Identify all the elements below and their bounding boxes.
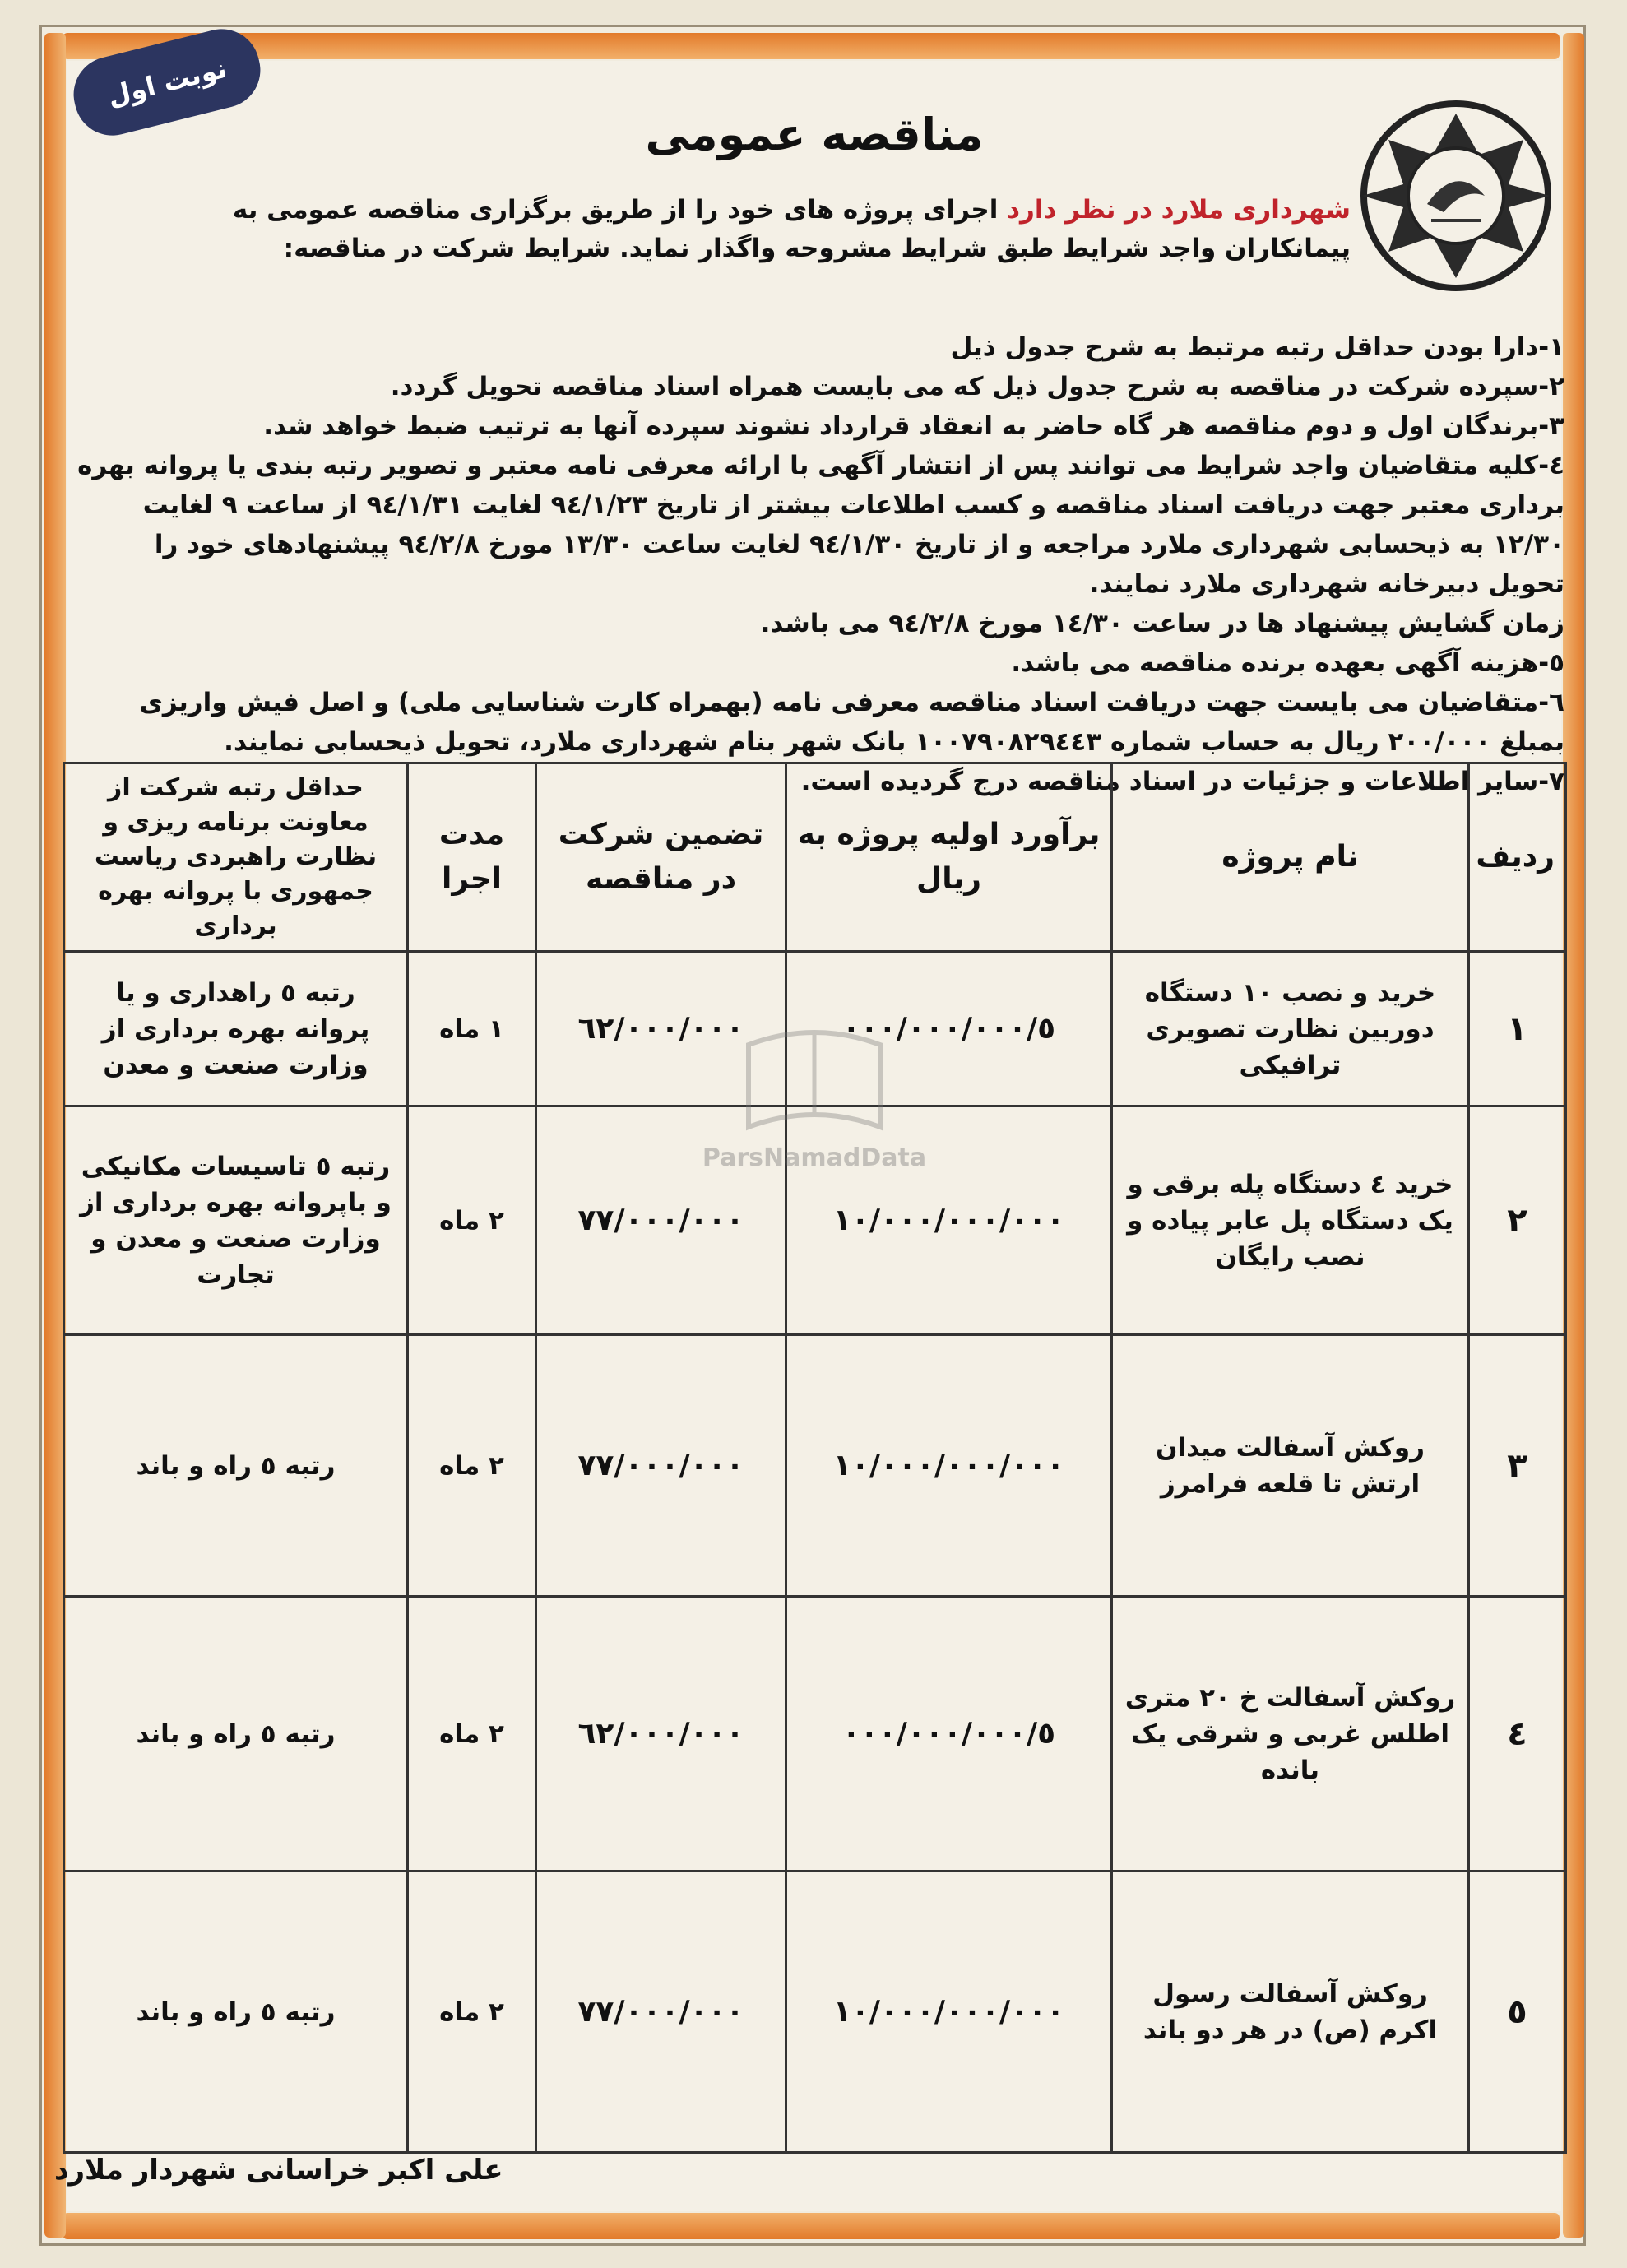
project-min-rank: رتبه ٥ راهداری و یا پروانه بهره برداری از وزارت صنعت و معدن — [64, 952, 408, 1106]
header-row-number: ردیف — [1469, 763, 1566, 952]
project-name: روکش آسفالت رسول اکرم (ص) در هر دو باند — [1112, 1871, 1469, 2153]
condition-item: ٦-متقاضیان می بایست جهت دریافت اسناد مناقصه معرفی نامه (بهمراه کارت شناسایی ملی) و اصل فیش واریزی بمبلغ ۲۰۰/۰۰۰ ریال به حساب شماره ۱۰۰۷۹۰۸۲۹٤٤۳ بانک شهر بنام شهرداری ملارد، تحویل ذیحسابی نمایند. — [139, 688, 1564, 757]
row-number: ۲ — [1469, 1106, 1566, 1335]
intro-paragraph — [158, 191, 1351, 268]
table-row — [64, 1106, 1566, 1335]
project-duration: ۲ ماه — [408, 1106, 536, 1335]
project-estimate: ۱۰/۰۰۰/۰۰۰/۰۰۰ — [786, 1106, 1112, 1335]
bottom-border-band — [63, 2213, 1560, 2239]
municipality-logo-icon — [1341, 97, 1571, 295]
page-title: مناقصه عمومی — [645, 109, 984, 160]
project-estimate: ۱۰/۰۰۰/۰۰۰/۰۰۰ — [786, 1871, 1112, 2153]
project-duration: ۲ ماه — [408, 1871, 536, 2153]
row-number: ٤ — [1469, 1597, 1566, 1871]
header-min-rank: حداقل رتبه شرکت از معاونت برنامه ریزی و نظارت راهبردی ریاست جمهوری با پروانه بهره برداری — [64, 763, 408, 952]
header-guarantee: تضمین شرکت در مناقصه — [536, 763, 786, 952]
project-name: خرید و نصب ۱۰ دستگاه دوربین نظارت تصویری ترافیکی — [1112, 952, 1469, 1106]
project-name: خرید ٤ دستگاه پله برقی و یک دستگاه پل عابر پیاده و نصب رایگان — [1112, 1106, 1469, 1335]
table-row — [64, 1871, 1566, 2153]
top-border-band — [63, 33, 1560, 59]
round-badge: نوبت اول — [66, 21, 268, 144]
row-number: ٥ — [1469, 1871, 1566, 2153]
table-row — [64, 952, 1566, 1106]
condition-item: ۷-سایر اطلاعات و جزئیات در اسناد مناقصه درج گردیده است. — [800, 767, 1564, 796]
project-guarantee: ۷۷/۰۰۰/۰۰۰ — [536, 1871, 786, 2153]
project-estimate: ٥/۰۰۰/۰۰۰/۰۰۰ — [786, 1597, 1112, 1871]
project-min-rank: رتبه ٥ راه و باند — [64, 1597, 408, 1871]
signature-line: علی اکبر خراسانی شهردار ملارد — [54, 2154, 503, 2187]
table-row — [64, 1597, 1566, 1871]
row-number: ۱ — [1469, 952, 1566, 1106]
condition-item: ۳-برندگان اول و دوم مناقصه هر گاه حاضر به انعقاد قرارداد نشوند سپرده آنها به ترتیب ضبط خواهد شد. — [263, 411, 1564, 441]
projects-table — [63, 762, 1567, 2154]
conditions-list — [76, 327, 1564, 801]
intro-text: اجرای پروژه های خود را از طریق برگزاری مناقصه عمومی به پیمانکاران واجد شرایط طبق شرایط مشروحه واگذار نماید. شرایط شرکت در مناقصه: — [232, 195, 1351, 263]
header-project-name: نام پروژه — [1112, 763, 1469, 952]
project-duration: ۲ ماه — [408, 1597, 536, 1871]
project-min-rank: رتبه ٥ تاسیسات مکانیکی و باپروانه بهره برداری از وزارت صنعت و معدن و تجارت — [64, 1106, 408, 1335]
condition-item: زمان گشایش پیشنهاد ها در ساعت ۱٤/۳۰ مورخ ۹٤/۲/۸ می باشد. — [760, 609, 1564, 638]
project-duration: ۱ ماه — [408, 952, 536, 1106]
project-guarantee: ۷۷/۰۰۰/۰۰۰ — [536, 1106, 786, 1335]
watermark-text: ParsNamadData — [702, 1143, 927, 1172]
condition-item: ۲-سپرده شرکت در مناقصه به شرح جدول ذیل که می بایست همراه اسناد مناقصه تحویل گردد. — [390, 372, 1564, 401]
condition-item: ٥-هزینه آگهی بعهده برنده مناقصه می باشد. — [1011, 648, 1564, 678]
table-header-row — [64, 763, 1566, 952]
row-number: ۳ — [1469, 1335, 1566, 1597]
project-estimate: ۱۰/۰۰۰/۰۰۰/۰۰۰ — [786, 1335, 1112, 1597]
condition-item: ٤-کلیه متقاضیان واجد شرایط می توانند پس از انتشار آگهی با ارائه معرفی نامه معتبر و تصویر رتبه بندی یا پروانه بهره برداری معتبر جهت دریافت اسناد مناقصه و کسب اطلاعات بیشتر از تاریخ ۹٤/۱/۲۳ لغایت ۹٤/۱/۳۱ از ساعت ۹ لغایت ۱۲/۳۰ به ذیحسابی شهرداری ملارد مراجعه و از تاریخ ۹٤/۱/۳۰ لغایت ساعت ۱۳/۳۰ مورخ ۹٤/۲/۸ پیشنهادهای خود را تحویل دبیرخانه شهرداری ملارد نمایند. — [77, 451, 1564, 599]
header-duration: مدت اجرا — [408, 763, 536, 952]
project-estimate: ٥/۰۰۰/۰۰۰/۰۰۰ — [786, 952, 1112, 1106]
project-name: روکش آسفالت میدان ارتش تا قلعه فرامرز — [1112, 1335, 1469, 1597]
project-min-rank: رتبه ٥ راه و باند — [64, 1335, 408, 1597]
condition-item: ۱-دارا بودن حداقل رتبه مرتبط به شرح جدول ذیل — [950, 332, 1564, 362]
project-name: روکش آسفالت خ ۲۰ متری اطلس غربی و شرقی یک بانده — [1112, 1597, 1469, 1871]
project-guarantee: ٦۲/۰۰۰/۰۰۰ — [536, 1597, 786, 1871]
intro-organization: شهرداری ملارد در نظر دارد — [1007, 195, 1351, 225]
header-estimate: برآورد اولیه پروژه به ریال — [786, 763, 1112, 952]
table-row — [64, 1335, 1566, 1597]
project-guarantee: ۷۷/۰۰۰/۰۰۰ — [536, 1335, 786, 1597]
project-guarantee: ٦۲/۰۰۰/۰۰۰ — [536, 952, 786, 1106]
project-min-rank: رتبه ٥ راه و باند — [64, 1871, 408, 2153]
project-duration: ۲ ماه — [408, 1335, 536, 1597]
